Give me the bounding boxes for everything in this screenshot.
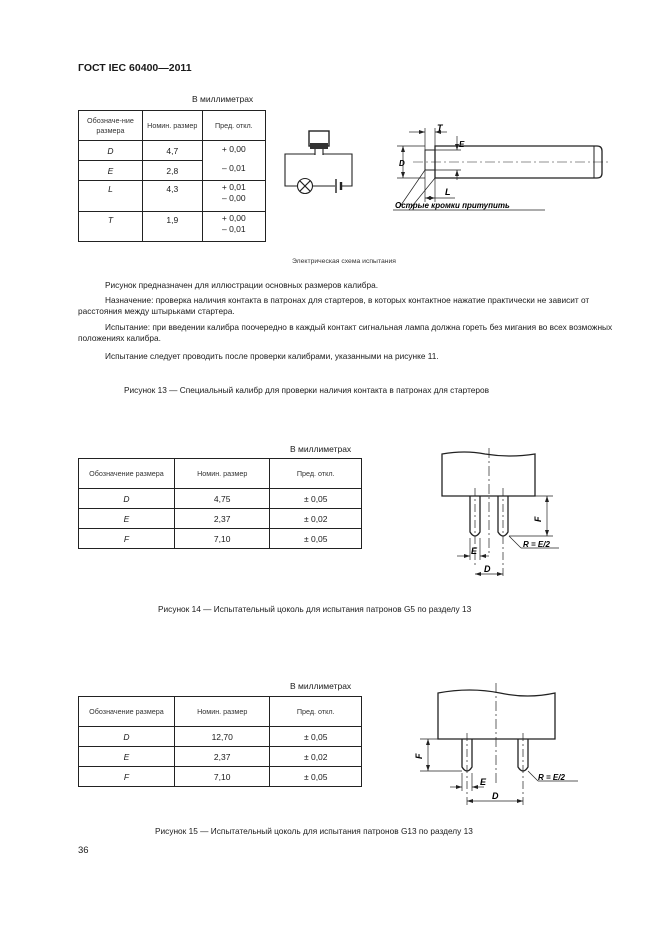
fig13-row-t-tolerance: + 0,00 – 0,01 [202,212,265,242]
fig13-row-e-designation: E [79,161,143,181]
test-circuit-diagram [280,128,360,198]
table-row [79,529,362,549]
fig13-col-nominal: Номин. размер [142,111,202,141]
fig15-row-f-tolerance: ± 0,05 [270,767,362,787]
standard-header: ГОСТ IEC 60400—2011 [78,62,192,74]
table-row [79,141,266,161]
table-row [79,212,266,242]
fig13-row-t-designation: T [79,212,143,242]
fig13-dim-label-l: L [445,187,451,197]
fig13-dim-label-d: D [399,159,405,168]
table-row [79,489,362,509]
fig14-col-tolerance: Пред. откл. [270,459,362,489]
fig15-dim-label-e: E [480,777,487,787]
fig14-cap-drawing [425,448,585,580]
fig13-row-l-tolerance: + 0,01 – 0,00 [202,181,265,212]
signal-lamp-icon [298,179,313,194]
fig15-row-e-tolerance: ± 0,02 [270,747,362,767]
fig14-row-f-designation: F [79,529,175,549]
table-row [79,509,362,529]
fig13-row-l-nominal: 4,3 [142,181,202,212]
fig13-col-tolerance: Пред. откл. [202,111,265,141]
fig14-col-designation: Обозначение размера [79,459,175,489]
fig15-row-e-designation: E [79,747,175,767]
fig13-row-de-tolerance: + 0,00 – 0,01 [202,141,265,181]
fig15-row-f-nominal: 7,10 [174,767,270,787]
fig15-row-d-designation: D [79,727,175,747]
fig13-paragraph-4: Испытание следует проводить после проверки калибрами, указанными на рисунке 11. [105,351,439,361]
fig14-row-d-nominal: 4,75 [174,489,270,509]
fig13-dimensions-table [78,110,266,242]
fig14-units-note: В миллиметрах [290,444,352,454]
fig13-caption: Рисунок 13 — Специальный калибр для проверки наличия контакта в патронах для стартеров [124,385,490,395]
fig15-row-d-nominal: 12,70 [174,727,270,747]
fig13-sharp-edges-note: Острые кромки притупить [395,201,510,210]
fig13-row-t-nominal: 1,9 [142,212,202,242]
table-row [79,767,362,787]
fig14-row-d-designation: D [79,489,175,509]
fig13-units-note: В миллиметрах [192,94,254,104]
fig14-dimensions-table [78,458,362,549]
fig14-row-e-nominal: 2,37 [174,509,270,529]
fig13-circuit-caption: Электрическая схема испытания [292,258,396,265]
fig13-col-designation: Обозначе-ние размера [79,111,143,141]
page-number: 36 [78,845,89,856]
table-row [79,747,362,767]
fig13-row-e-nominal: 2,8 [142,161,202,181]
table-row [79,181,266,212]
fig13-paragraph-1: Рисунок предназначен для иллюстрации основных размеров калибра. [105,280,378,290]
fig13-row-d-designation: D [79,141,143,161]
fig13-paragraph-3: Испытание: при введении калибра поочередно в каждый контакт сигнальная лампа должна гореть без мигания во всех возможных положениях калибра. [78,322,613,343]
fig14-row-d-tolerance: ± 0,05 [270,489,362,509]
fig15-cap-drawing [410,683,580,808]
fig14-dim-label-f: F [533,516,543,522]
fig15-dimensions-table [78,696,362,787]
fig15-row-d-tolerance: ± 0,05 [270,727,362,747]
fig15-col-tolerance: Пред. откл. [270,697,362,727]
fig15-dim-label-r: R = E/2 [538,773,565,782]
fig14-dim-label-d: D [484,564,491,574]
fig15-units-note: В миллиметрах [290,681,352,691]
fig13-dim-label-t: T [437,123,443,133]
fig14-col-nominal: Номин. размер [174,459,270,489]
fig15-dim-label-d: D [492,791,499,801]
fig15-caption: Рисунок 15 — Испытательный цоколь для испытания патронов G13 по разделу 13 [155,826,473,836]
fig14-row-e-designation: E [79,509,175,529]
fig15-row-e-nominal: 2,37 [174,747,270,767]
fig15-col-nominal: Номин. размер [174,697,270,727]
fig15-dim-label-f: F [414,753,424,759]
fig13-dim-label-e: E [459,140,465,149]
fig14-row-f-nominal: 7,10 [174,529,270,549]
battery-icon [336,179,341,193]
table-row [79,727,362,747]
fig14-row-e-tolerance: ± 0,02 [270,509,362,529]
fig13-row-l-designation: L [79,181,143,212]
fig15-row-f-designation: F [79,767,175,787]
fig13-row-d-nominal: 4,7 [142,141,202,161]
fig13-paragraph-2: Назначение: проверка наличия контакта в патронах для стартеров, в которых контактное нажатие практически не зависит от расстояния между штырьками стартера. [78,295,590,316]
fig14-dim-label-r: R = E/2 [523,540,550,549]
fig13-gauge-drawing [385,122,615,217]
fig15-col-designation: Обозначение размера [79,697,175,727]
fig14-caption: Рисунок 14 — Испытательный цоколь для испытания патронов G5 по разделу 13 [158,604,472,614]
fig14-row-f-tolerance: ± 0,05 [270,529,362,549]
fig14-dim-label-e: E [471,546,478,556]
